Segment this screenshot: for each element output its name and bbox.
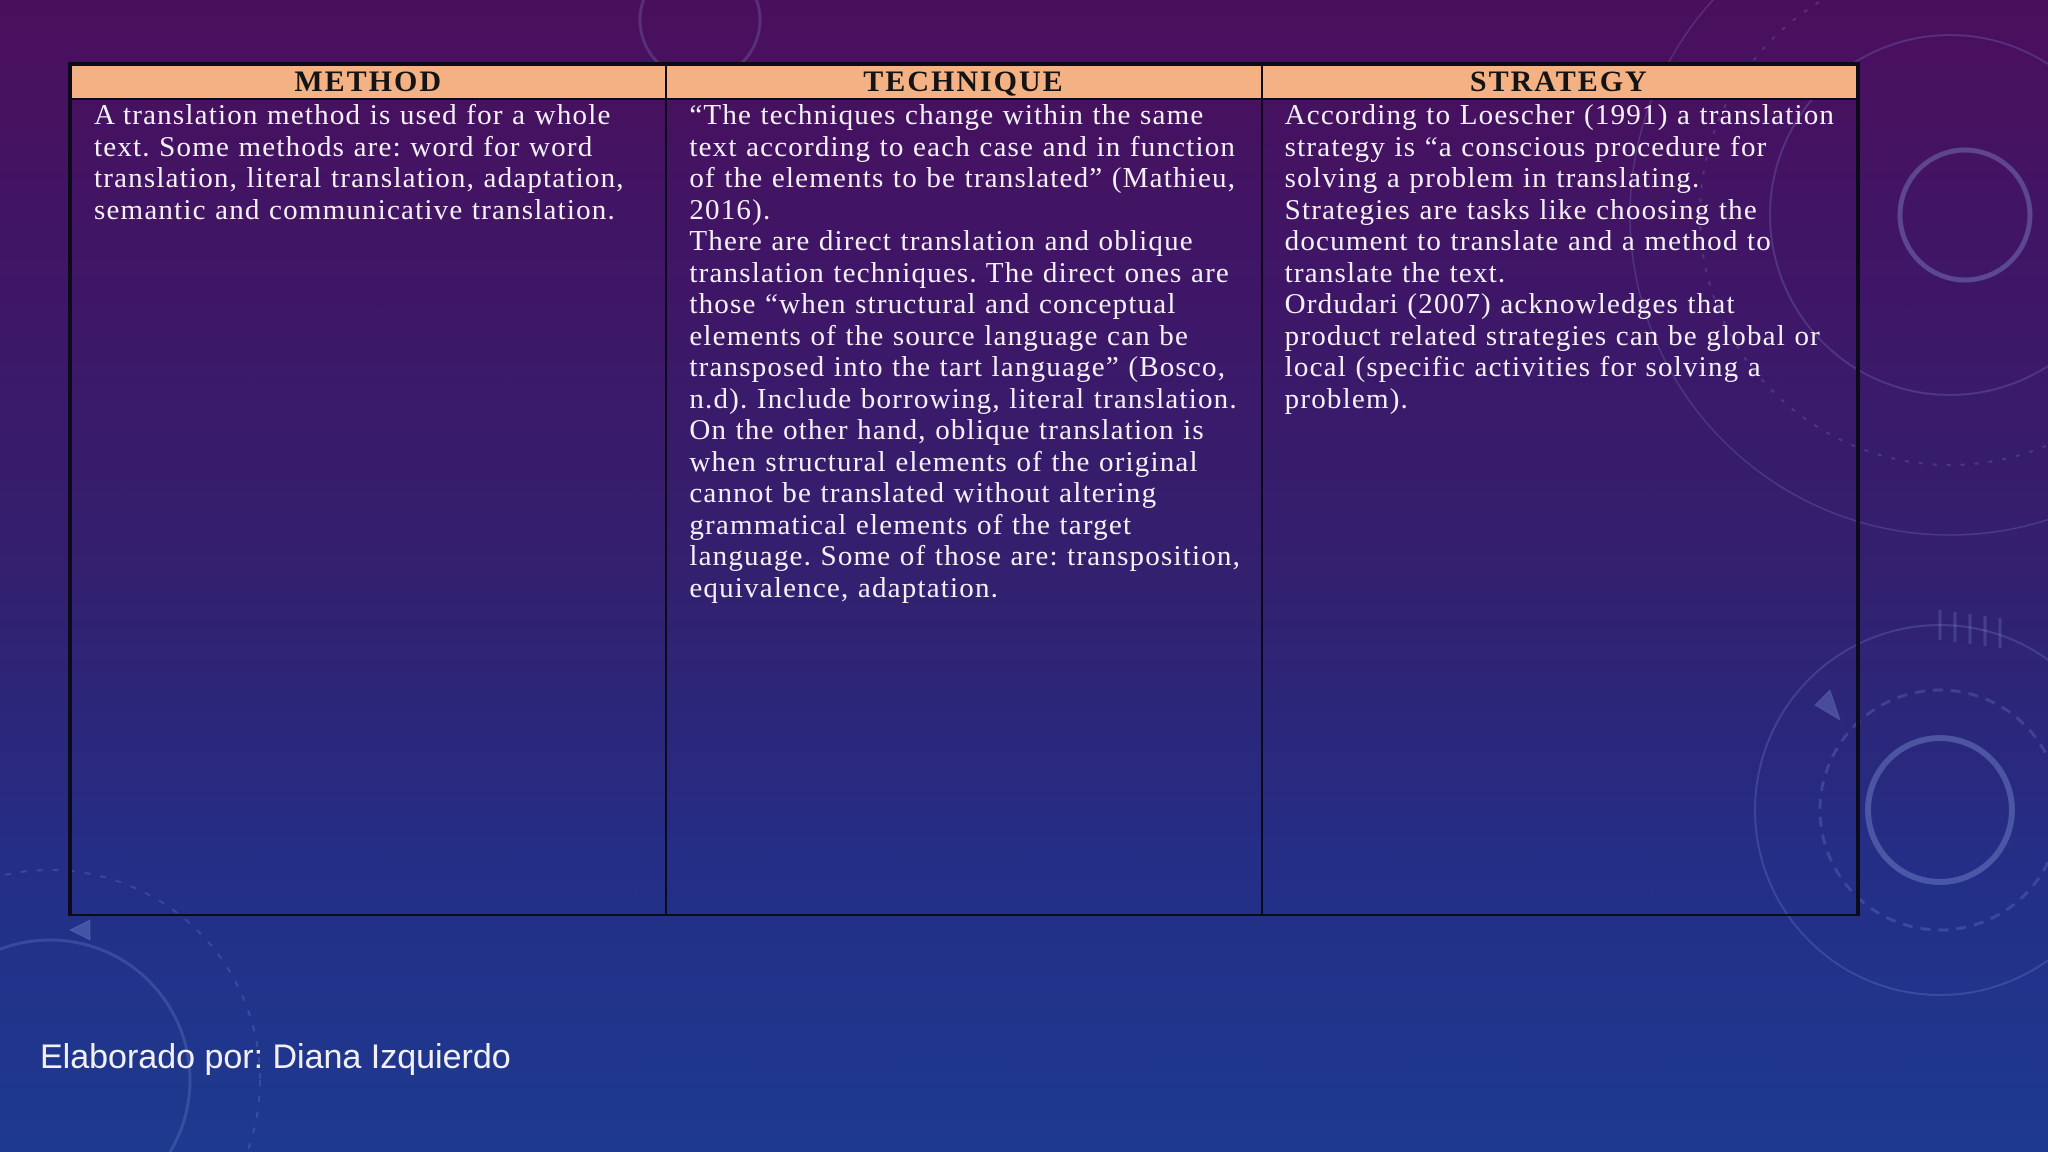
cell-technique <box>666 99 1261 914</box>
table-row <box>71 99 1857 914</box>
technique-text-3: On the other hand, oblique translation is when structural elements of the original cannot be translated without altering grammatical elements of the target language. Some of those are: transposition, equivalence, adaptation. <box>689 414 1242 604</box>
strategy-text-1: According to Loescher (1991) a translation strategy is “a conscious procedure for solving a problem in translating. <box>1284 99 1836 194</box>
cell-strategy <box>1262 99 1857 914</box>
technique-text-2: There are direct translation and oblique translation techniques. The direct ones are those “when structural and conceptual elements of the source language can be transposed into the tart language” (Bosco, n.d). Include borrowing, literal translation. <box>689 225 1238 415</box>
cell-method <box>71 99 666 914</box>
header-technique: TECHNIQUE <box>666 65 1261 99</box>
comparison-table <box>70 64 1858 914</box>
table-header-row <box>71 65 1857 99</box>
method-text: A translation method is used for a whole text. Some methods are: word for word translation, literal translation, adaptation, semantic and communicative translation. <box>94 99 625 226</box>
header-strategy: STRATEGY <box>1262 65 1857 99</box>
author-credit: Elaborado por: Diana Izquierdo <box>40 1038 511 1076</box>
strategy-text-3: Ordudari (2007) acknowledges that product related strategies can be global or local (specific activities for solving a problem). <box>1284 288 1822 415</box>
comparison-table-wrapper <box>68 62 1860 916</box>
header-method: METHOD <box>71 65 666 99</box>
technique-text-1: “The techniques change within the same text according to each case and in function of the elements to be translated” (Mathieu, 2016). <box>689 99 1237 226</box>
strategy-text-2: Strategies are tasks like choosing the document to translate and a method to translate the text. <box>1284 193 1772 289</box>
